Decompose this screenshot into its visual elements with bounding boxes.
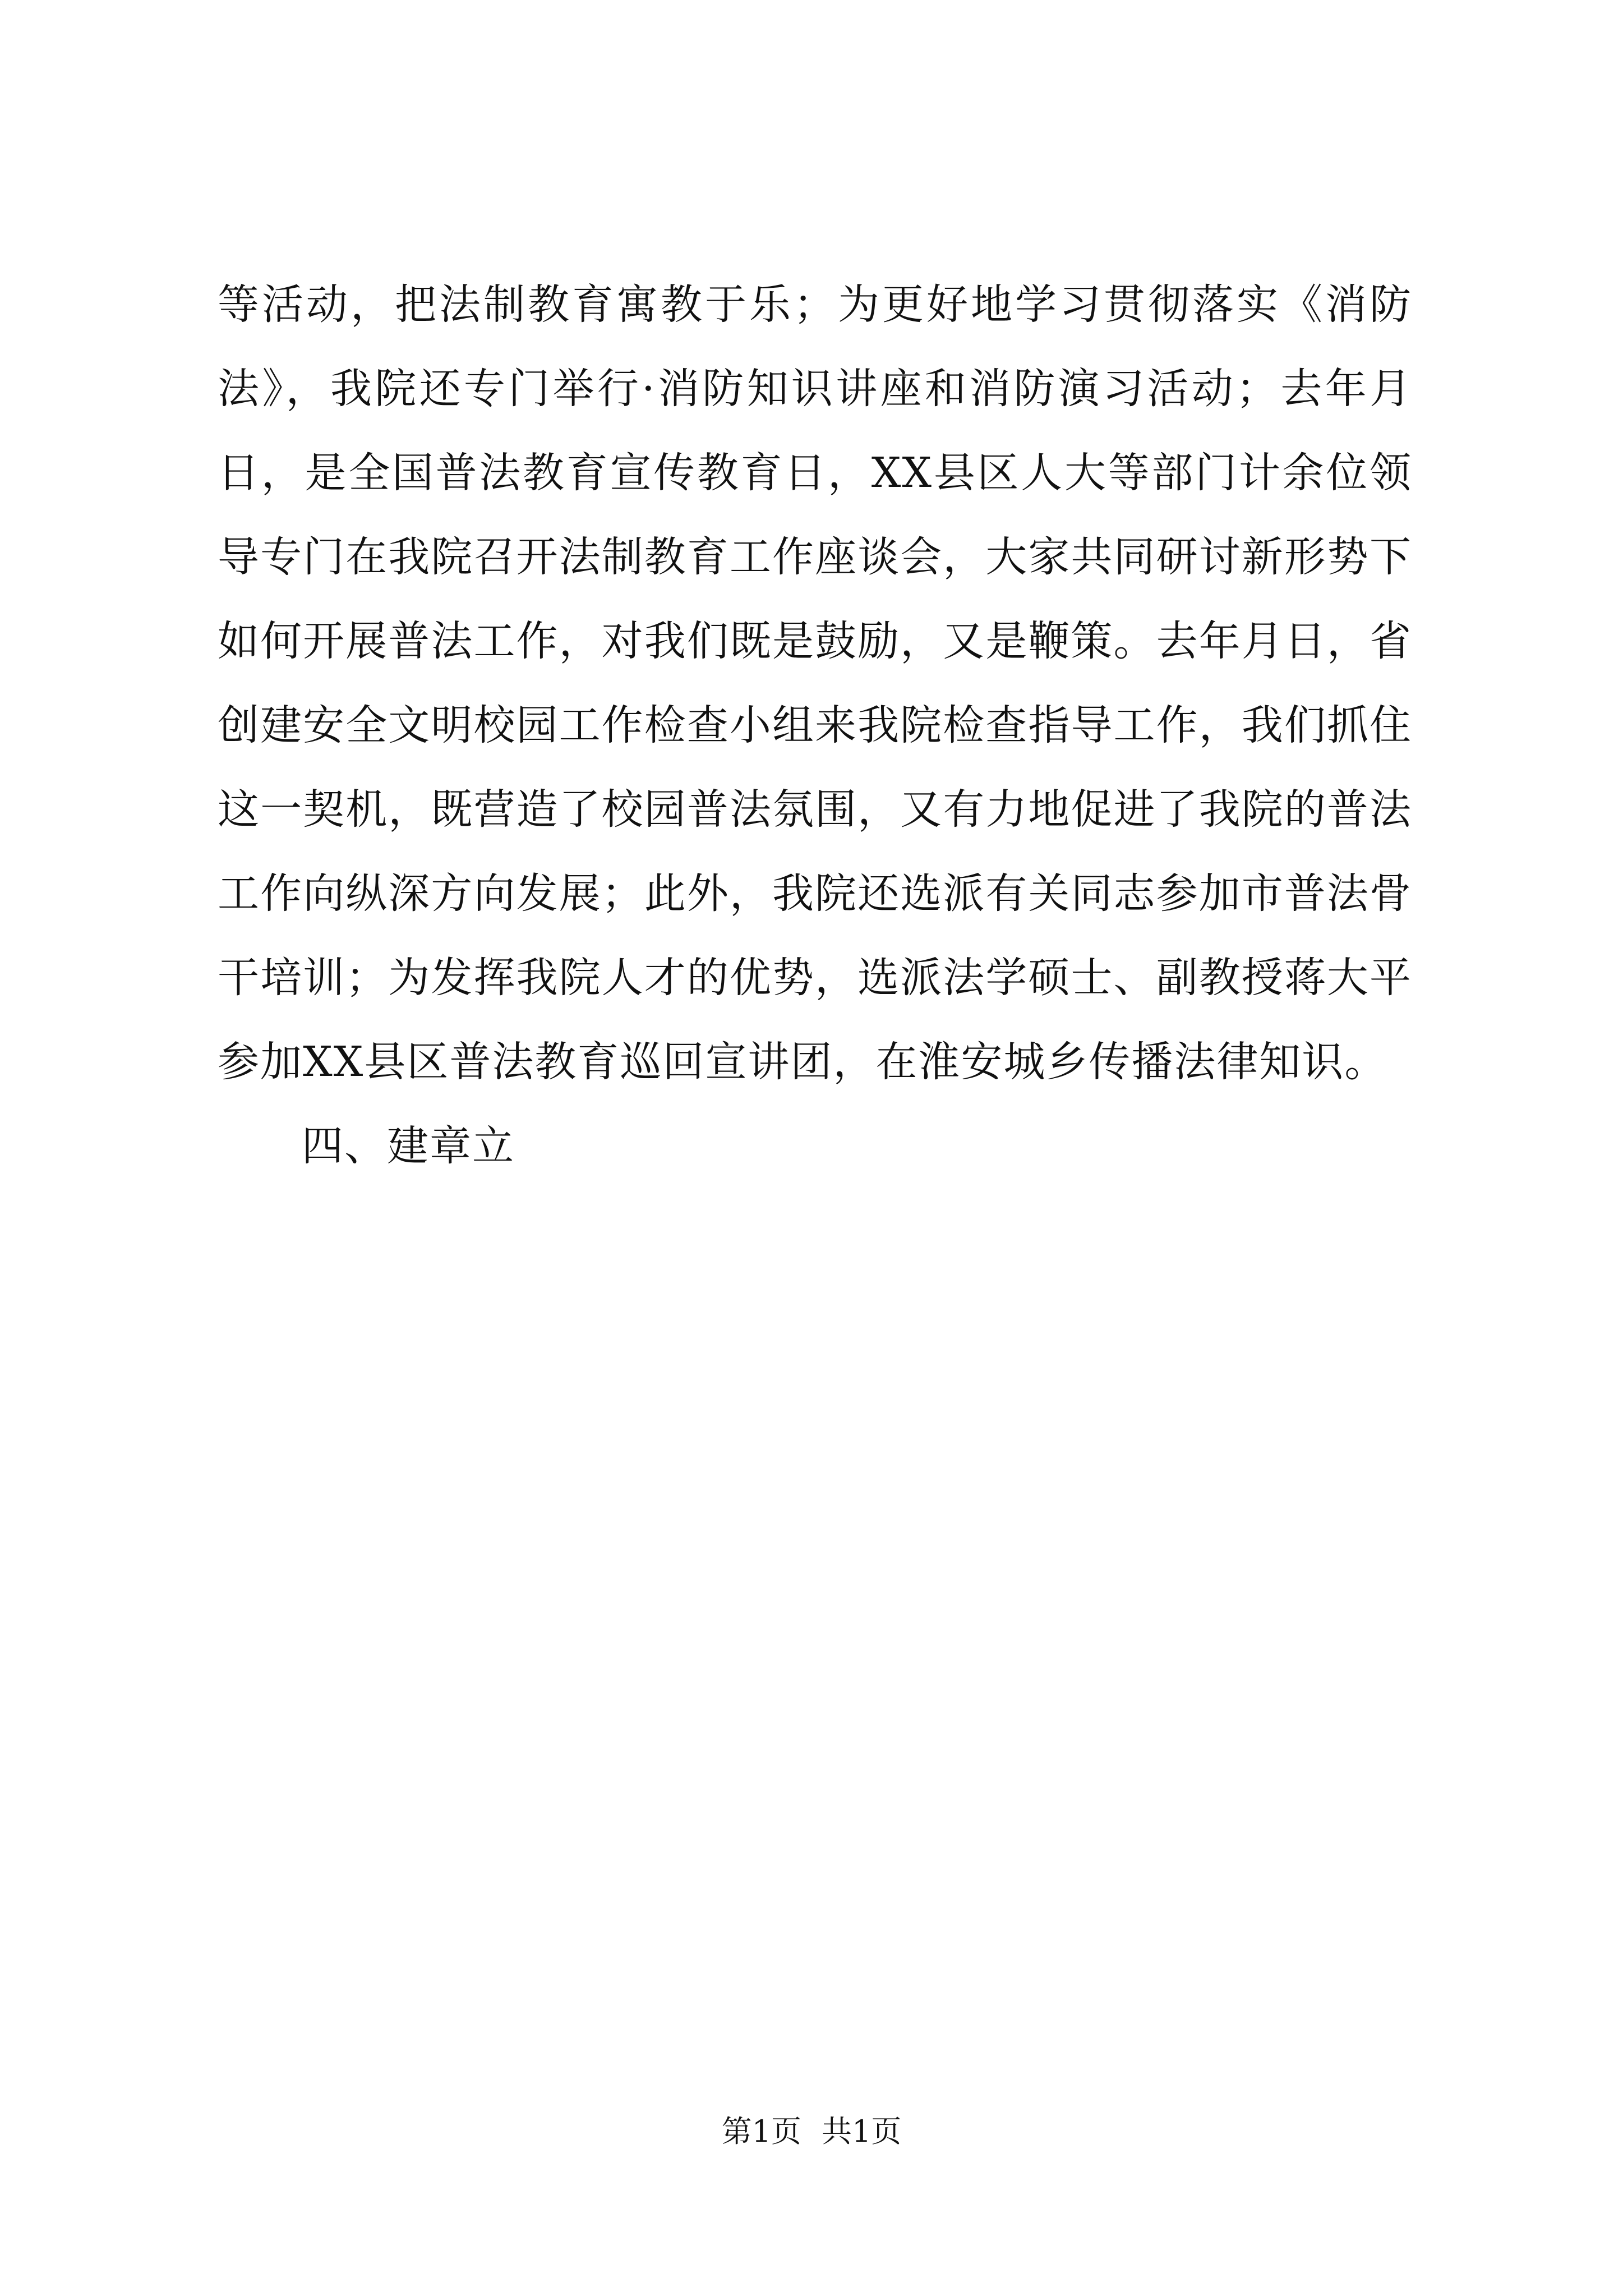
- document-body: [218, 263, 1412, 1188]
- paragraph-line: 等活动，把法制教育寓教于乐；为更好地学习贯彻落实《消防: [218, 280, 1412, 329]
- page-number-current: 第1页: [721, 2114, 801, 2149]
- paragraph-line: 日，是全国普法教育宣传教育日，XX县区人大等部门计余位领: [218, 449, 1412, 497]
- paragraph-line: 导专门在我院召开法制教育工作座谈会，大家共同研讨新形势下: [218, 533, 1412, 581]
- section-heading: 四、建章立: [302, 1122, 515, 1170]
- paragraph-line: 这一契机，既营造了校园普法氛围，又有力地促进了我院的普法: [218, 785, 1412, 834]
- paragraph-line: 创建安全文明校园工作检查小组来我院检查指导工作，我们抓住: [218, 701, 1412, 749]
- page-number-total: 共1页: [822, 2114, 902, 2149]
- paragraph-line: 干培训；为发挥我院人才的优势，选派法学硕士、副教授蒋大平: [218, 954, 1412, 1002]
- paragraph-line: 如何开展普法工作，对我们既是鼓励，又是鞭策。去年月日，省: [218, 617, 1412, 665]
- paragraph-line: 法》，我院还专门举行·消防知识讲座和消防演习活动；去年月: [218, 365, 1412, 413]
- paragraph-line: 参加XX县区普法教育巡回宣讲团，在淮安城乡传播法律知识。: [218, 1038, 1387, 1086]
- paragraph-line: 工作向纵深方向发展；此外，我院还选派有关同志参加市普法骨: [218, 869, 1412, 918]
- page-footer: [0, 2109, 1623, 2154]
